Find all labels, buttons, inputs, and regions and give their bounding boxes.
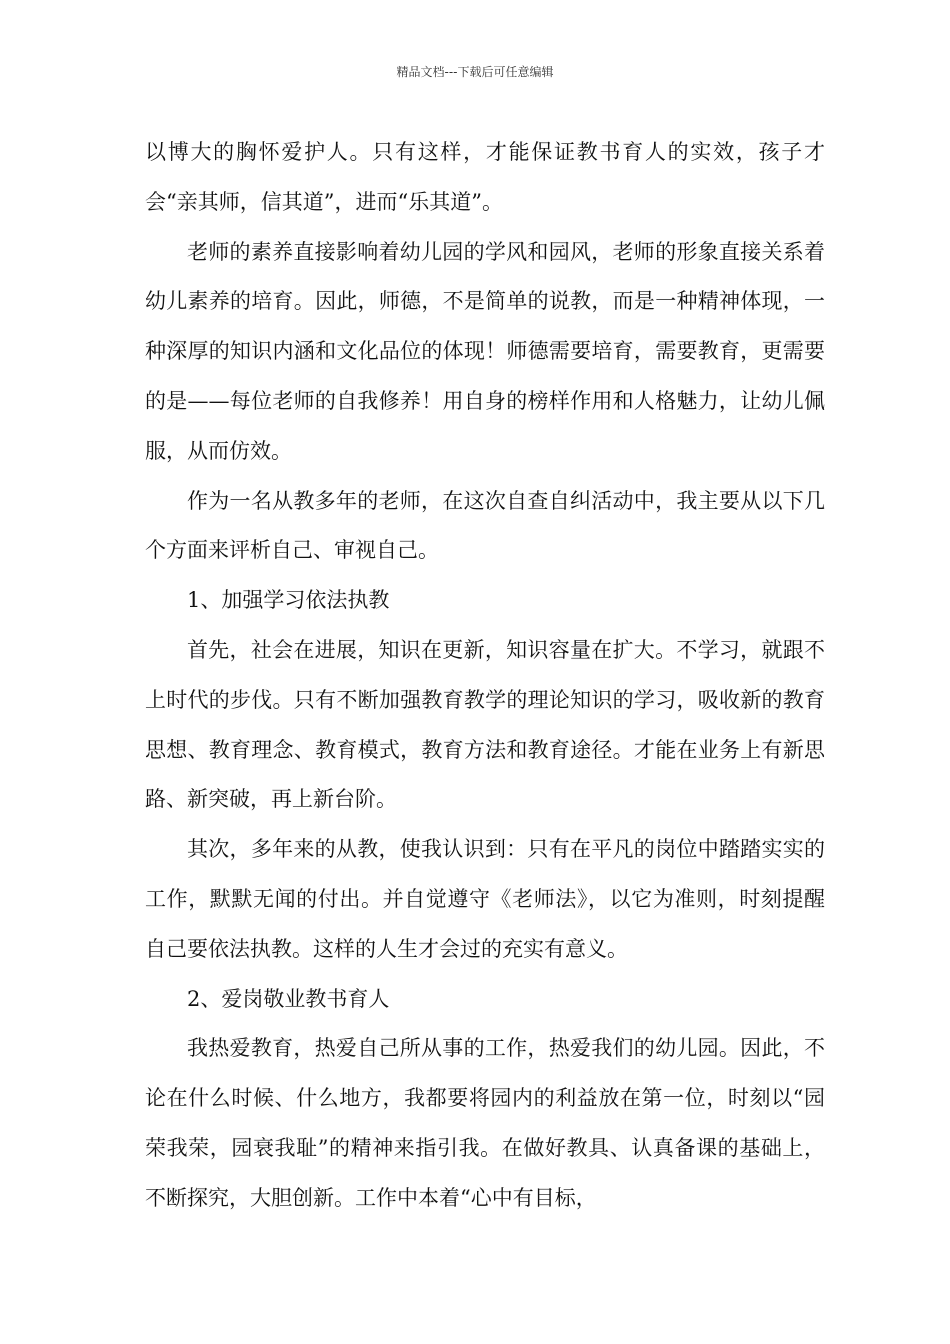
paragraph-6: 我热爱教育，热爱自己所从事的工作，热爱我们的幼儿园。因此，不论在什么时候、什么地方，我都要将园内的利益放在第一位，时刻以“园荣我荣，园衰我耻”的精神来指引我。在做好教具、认真备课的基础上，不断探究，大胆创新。工作中本着“心中有目标，	[145, 1036, 825, 1210]
paragraph-4: 首先，社会在进展，知识在更新，知识容量在扩大。不学习，就跟不上时代的步伐。只有不断加强教育教学的理论知识的学习，吸收新的教育思想、教育理念、教育模式，教育方法和教育途径。才能在业务上有新思路、新突破，再上新台阶。	[145, 637, 825, 812]
paragraph-1: 以博大的胸怀爱护人。只有这样，才能保证教书育人的实效，孩子才会“亲其师，信其道”，进而“乐其道”。	[145, 140, 825, 214]
section-heading-1: 1、加强学习依法执教	[187, 588, 390, 613]
paragraph-2: 老师的素养直接影响着幼儿园的学风和园风，老师的形象直接关系着幼儿素养的培育。因此，师德，不是简单的说教，而是一种精神体现，一种深厚的知识内涵和文化品位的体现！师德需要培育，需要教育，更需要的是——每位老师的自我修养！用自身的榜样作用和人格魅力，让幼儿佩服，从而仿效。	[145, 239, 825, 463]
page-header: 精品文档---下载后可任意编辑	[396, 65, 554, 79]
paragraph-5: 其次，多年来的从教，使我认识到：只有在平凡的岗位中踏踏实实的工作，默默无闻的付出。并自觉遵守《老师法》，以它为准则，时刻提醒自己要依法执教。这样的人生才会过的充实有意义。	[145, 837, 825, 961]
paragraph-3: 作为一名从教多年的老师，在这次自查自纠活动中，我主要从以下几个方面来评析自己、审视自己。	[145, 488, 825, 563]
section-heading-2: 2、爱岗敬业教书育人	[187, 986, 390, 1011]
document-body	[145, 128, 825, 1224]
